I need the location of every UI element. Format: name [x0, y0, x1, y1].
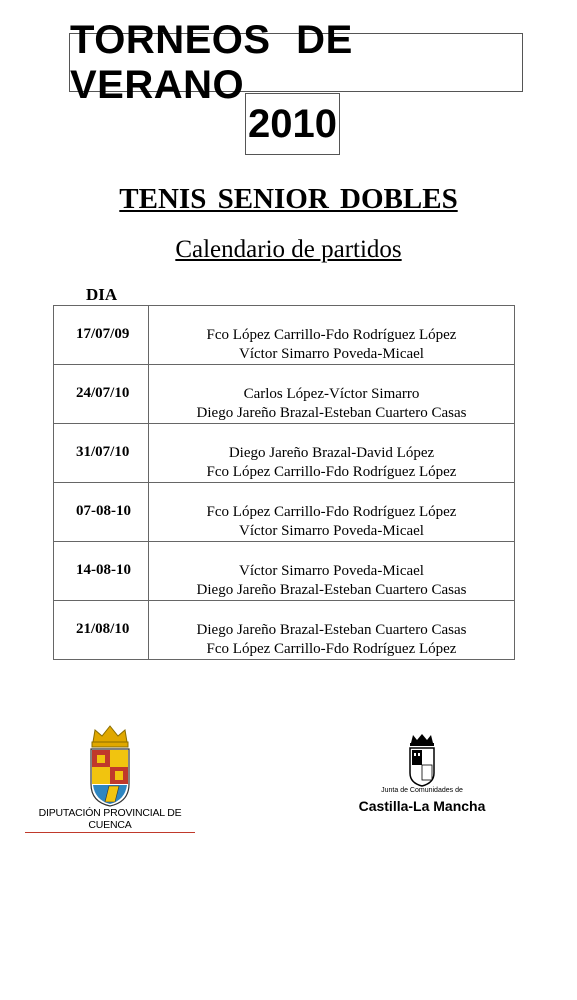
table-row: [54, 365, 515, 424]
match-date: 31/07/10: [54, 424, 149, 483]
match-cell: [149, 365, 515, 424]
team-a: Diego Jareño Brazal-Esteban Cuartero Casas: [196, 622, 467, 638]
page-title: TORNEOS DE VERANO: [69, 33, 523, 92]
team-b: Diego Jareño Brazal-Esteban Cuartero Casas: [196, 582, 467, 598]
match-cell: [149, 542, 515, 601]
match-date: 14-08-10: [54, 542, 149, 601]
team-a: Carlos López-Víctor Simarro: [243, 386, 420, 402]
match-schedule-table: [53, 305, 515, 660]
table-row: [54, 483, 515, 542]
calendar-heading: Calendario de partidos: [175, 236, 402, 263]
team-b: Diego Jareño Brazal-Esteban Cuartero Casas: [196, 405, 467, 421]
team-b: Fco López Carrillo-Fdo Rodríguez López: [206, 641, 457, 657]
match-cell: [149, 601, 515, 660]
match-date: 17/07/09: [54, 306, 149, 365]
team-b: Fco López Carrillo-Fdo Rodríguez López: [206, 464, 457, 480]
jccm-big-label: Castilla-La Mancha: [358, 798, 486, 814]
match-cell: [149, 306, 515, 365]
match-cell: [149, 483, 515, 542]
match-date: 24/07/10: [54, 365, 149, 424]
match-date: 07-08-10: [54, 483, 149, 542]
subtitle: TENIS SENIOR DOBLES: [119, 183, 458, 215]
table-row: [54, 306, 515, 365]
team-a: Fco López Carrillo-Fdo Rodríguez López: [206, 327, 457, 343]
team-a: Víctor Simarro Poveda-Micael: [239, 563, 424, 579]
table-row: [54, 424, 515, 483]
team-a: Fco López Carrillo-Fdo Rodríguez López: [206, 504, 457, 520]
table-row: [54, 542, 515, 601]
table-row: [54, 601, 515, 660]
jccm-small-label: Junta de Comunidades de: [381, 787, 463, 794]
match-cell: [149, 424, 515, 483]
match-date: 21/08/10: [54, 601, 149, 660]
team-b: Víctor Simarro Poveda-Micael: [239, 346, 424, 362]
year-label: 2010: [245, 93, 340, 155]
diputacion-label: DIPUTACIÓN PROVINCIAL DE CUENCA: [25, 807, 195, 833]
team-a: Diego Jareño Brazal-David López: [228, 445, 435, 461]
day-column-header: DIA: [86, 285, 118, 304]
team-b: Víctor Simarro Poveda-Micael: [239, 523, 424, 539]
